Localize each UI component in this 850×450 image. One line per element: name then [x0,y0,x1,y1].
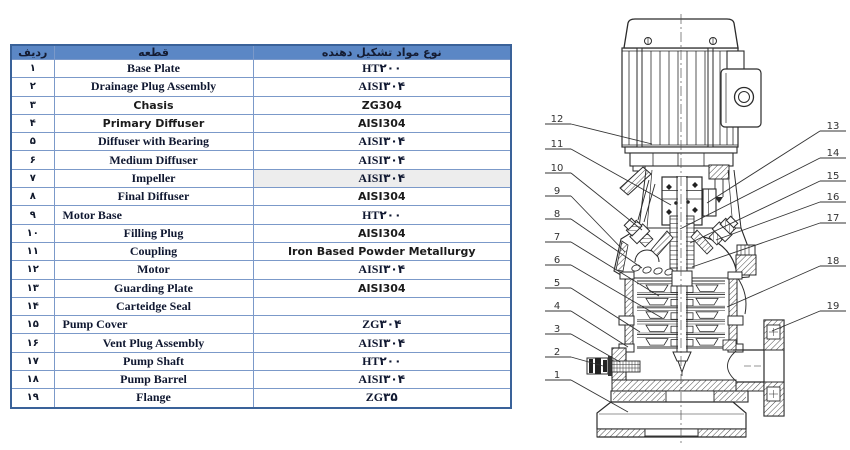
callout-label-5: 5 [553,278,561,289]
material-cell: AISI۳۰۴ [253,169,511,187]
material-cell: ZG۳۰۴ [253,316,511,334]
pump-diagram [520,0,850,450]
discharge-flange [764,320,784,416]
callout-label-17: 17 [826,213,840,224]
part-name-cell: Pump Barrel [54,371,253,389]
table-row [11,78,511,96]
material-cell: HT۲۰۰ [253,206,511,224]
row-number-cell: ۱۴ [11,297,54,315]
table-row [11,188,511,206]
material-cell: HT۲۰۰ [253,352,511,370]
row-number-cell: ۱۰ [11,224,54,242]
row-number-cell: ۱۶ [11,334,54,352]
vent-plug [707,213,741,247]
table-row [11,279,511,297]
table-row [11,389,511,408]
table-row [11,114,511,132]
part-name-cell: Carteidge Seal [54,297,253,315]
material-cell: AISI304 [253,188,511,206]
table-row [11,60,511,78]
callout-label-19: 19 [826,301,840,312]
header-material: نوع مواد تشکیل دهنده [253,45,511,60]
terminal-box-step [727,51,744,71]
material-cell: HT۲۰۰ [253,60,511,78]
row-number-cell: ۱۹ [11,389,54,408]
callout-label-11: 11 [550,139,564,150]
part-name-cell: Chasis [54,96,253,114]
row-number-cell: ۳ [11,96,54,114]
header-row [11,45,511,60]
part-name-cell: Final Diffuser [54,188,253,206]
material-cell: AISI304 [253,114,511,132]
row-number-cell: ۱ [11,60,54,78]
row-number-cell: ۵ [11,133,54,151]
parts-table [10,44,512,409]
part-name-cell: Base Plate [54,60,253,78]
table-row [11,151,511,169]
material-cell: AISI۳۰۴ [253,371,511,389]
part-name-cell: Vent Plug Assembly [54,334,253,352]
part-name-cell: Filling Plug [54,224,253,242]
callout-label-18: 18 [826,256,840,267]
table-row [11,224,511,242]
part-name-cell: Motor Base [54,206,253,224]
material-cell: AISI۳۰۴ [253,334,511,352]
material-cell: AISI۳۰۴ [253,261,511,279]
callout-label-3: 3 [553,324,561,335]
parts-table-header [11,45,511,60]
callout-label-12: 12 [550,114,564,125]
table-row [11,316,511,334]
row-number-cell: ۱۸ [11,371,54,389]
part-name-cell: Pump Shaft [54,352,253,370]
base-plate [597,391,748,437]
material-cell [253,297,511,315]
row-number-cell: ۸ [11,188,54,206]
table-row [11,206,511,224]
callout-label-7: 7 [553,232,561,243]
row-number-cell: ۷ [11,169,54,187]
material-cell: AISI۳۰۴ [253,78,511,96]
callout-leader [571,196,625,252]
part-name-cell: Flange [54,389,253,408]
row-number-cell: ۱۷ [11,352,54,370]
material-cell: AISI۳۰۴ [253,151,511,169]
callout-label-13: 13 [826,121,840,132]
terminal-box-port [735,88,754,107]
table-row [11,242,511,260]
callout-label-10: 10 [550,163,564,174]
part-name-cell: Diffuser with Bearing [54,133,253,151]
row-number-cell: ۴ [11,114,54,132]
callout-label-14: 14 [826,148,840,159]
row-number-cell: ۲ [11,78,54,96]
part-name-cell: Medium Diffuser [54,151,253,169]
part-name-cell: Motor [54,261,253,279]
callout-label-8: 8 [553,209,561,220]
row-number-cell: ۱۳ [11,279,54,297]
row-number-cell: ۱۵ [11,316,54,334]
header-row-number: ردیف [11,45,54,60]
material-cell: Iron Based Powder Metallurgy [253,242,511,260]
parts-table-body [11,60,511,408]
material-cell: AISI304 [253,224,511,242]
callout-label-9: 9 [553,186,561,197]
motor-body [622,19,761,171]
table-row [11,334,511,352]
table-row [11,169,511,187]
row-number-cell: ۶ [11,151,54,169]
material-cell: ZG۳۵ [253,389,511,408]
table-row [11,96,511,114]
part-name-cell: Drainage Plug Assembly [54,78,253,96]
callout-label-1: 1 [553,370,561,381]
material-cell: AISI۳۰۴ [253,133,511,151]
callout-label-4: 4 [553,301,561,312]
part-name-cell: Coupling [54,242,253,260]
table-row [11,352,511,370]
row-number-cell: ۱۱ [11,242,54,260]
header-part: قطعه [54,45,253,60]
part-name-cell: Guarding Plate [54,279,253,297]
part-name-cell: Pump Cover [54,316,253,334]
callout-label-16: 16 [826,192,840,203]
table-row [11,371,511,389]
table-row [11,261,511,279]
material-cell: AISI304 [253,279,511,297]
material-cell: ZG304 [253,96,511,114]
part-name-cell: Impeller [54,169,253,187]
pump-drawing [545,14,846,446]
callout-label-6: 6 [553,255,561,266]
row-number-cell: ۱۲ [11,261,54,279]
callout-label-15: 15 [826,171,840,182]
table-row [11,297,511,315]
part-name-cell: Primary Diffuser [54,114,253,132]
row-number-cell: ۹ [11,206,54,224]
callout-label-2: 2 [553,347,561,358]
table-row [11,133,511,151]
